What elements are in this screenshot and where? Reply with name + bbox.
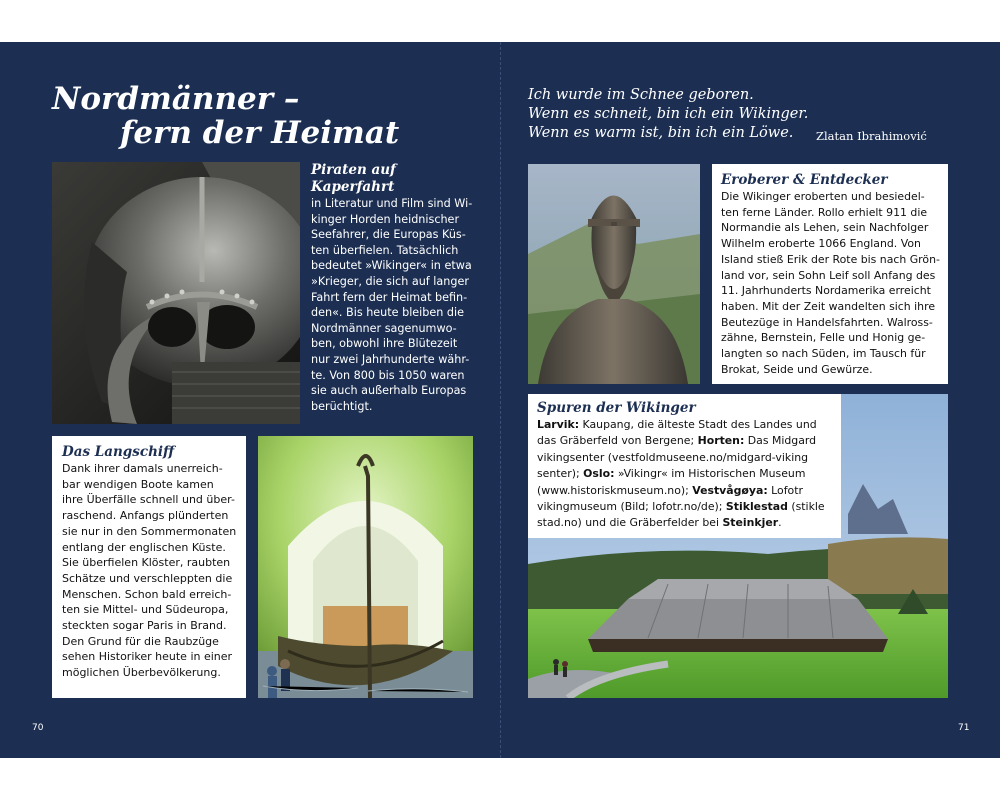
text-line: den«. Bis heute bleiben die	[311, 306, 465, 320]
text-line: haben. Mit der Zeit wandelten sich ihre	[721, 299, 936, 313]
text-line: sehen Historiker heute in einer	[62, 650, 233, 664]
text-line: ihre Überfälle schnell und über-	[62, 493, 235, 507]
text-line: berüchtigt.	[311, 399, 373, 413]
place-name: Steinkjer	[722, 516, 779, 530]
book-spread	[0, 42, 1000, 758]
longship-box	[52, 436, 246, 698]
conquerors-text	[721, 189, 939, 377]
text-line: Seefahrer, die Europas Küs-	[311, 228, 466, 242]
conquerors-box	[712, 164, 948, 384]
text-line: ben, obwohl ihre Blütezeit	[311, 337, 458, 351]
place-name: Larvik:	[537, 418, 580, 431]
text-line: sie auch außerhalb Europas	[311, 384, 467, 398]
text-line: ten sie Mittel- und Südeuropa,	[62, 603, 229, 617]
text-line: Die Wikinger eroberten und besiedel-	[721, 190, 925, 203]
longship-text	[62, 461, 236, 681]
text-line: 11. Jahrhunderts Nordamerika erreicht	[721, 284, 931, 298]
text-line	[537, 515, 832, 531]
text-line: Menschen. Schon bald erreich-	[62, 587, 232, 601]
text-line: Dank ihrer damals unerreich-	[62, 462, 223, 475]
page-title-line2: fern der Heimat	[120, 115, 400, 151]
text-line: Schätze und verschleppten die	[62, 571, 233, 585]
text-line	[537, 483, 832, 499]
traces-text	[537, 417, 832, 532]
text-line: sie nur in den Sommermonaten	[62, 524, 237, 538]
text-fragment: .	[778, 516, 782, 530]
page-gutter	[500, 42, 501, 758]
text-line: Nordmänner sagenumwo-	[311, 321, 457, 335]
helmet-photo	[52, 162, 300, 424]
text-line: ten überfielen. Tatsächlich	[311, 243, 459, 257]
text-line: bedeutet »Wikinger« in etwa	[311, 259, 472, 273]
quote-line: Wenn es schneit, bin ich ein Wikinger.	[528, 106, 809, 122]
text-line: Brokat, Seide und Gewürze.	[721, 362, 873, 376]
text-line: entlang der englischen Küste.	[62, 540, 226, 554]
text-line: langten so nach Süden, im Tausch für	[721, 347, 926, 361]
viking-statue-photo	[528, 164, 700, 384]
text-line: vikingsenter (vestfoldmuseene.no/midgard-viking	[537, 450, 809, 464]
text-fragment: Das Midgard	[744, 434, 817, 448]
text-line: Beutezüge in Handelsfahrten. Walross-	[721, 315, 933, 329]
text-line	[537, 499, 832, 515]
page-number-left: 70	[32, 723, 44, 733]
text-line: Island stieß Erik der Rote bis nach Grön-	[721, 252, 940, 266]
place-name: Oslo:	[583, 467, 615, 481]
text-line: zähne, Bernstein, Felle und Honig ge-	[721, 331, 926, 345]
text-line: Den Grund für die Raubzüge	[62, 634, 219, 648]
text-fragment: (www.historiskmuseum.no);	[537, 483, 693, 497]
traces-heading: Spuren der Wikinger	[537, 400, 696, 416]
conquerors-heading: Eroberer & Entdecker	[721, 172, 888, 188]
text-fragment: »Vikingr« im Historischen Museum	[614, 467, 806, 481]
quote-author: Zlatan Ibrahimović	[816, 129, 927, 143]
pirates-heading-line2: Kaperfahrt	[311, 179, 395, 195]
text-fragment: das Gräberfeld von Bergene;	[537, 434, 698, 448]
page-title-line1: Nordmänner –	[52, 81, 300, 117]
quote-line: Wenn es warm ist, bin ich ein Löwe.	[528, 125, 794, 141]
text-line: ten ferne Länder. Rollo erhielt 911 die	[721, 205, 928, 219]
place-name: Vestvågøya:	[692, 483, 768, 497]
text-line: Fahrt fern der Heimat befin-	[311, 290, 468, 304]
longship-heading: Das Langschiff	[62, 444, 175, 460]
place-name: Horten:	[697, 434, 745, 448]
text-line	[537, 417, 832, 433]
text-line: steckten sogar Paris in Brand.	[62, 619, 227, 633]
place-name: Stiklestad	[725, 500, 788, 514]
text-line	[537, 433, 832, 449]
text-fragment: vikingmuseum (Bild; lofotr.no/de);	[537, 500, 726, 514]
traces-box	[528, 394, 841, 538]
text-line: Normandie als Lehen, sein Nachfolger	[721, 221, 929, 235]
text-line: raschend. Anfangs plünderten	[62, 509, 229, 523]
text-fragment: Lofotr	[767, 483, 803, 497]
quote	[528, 86, 808, 143]
text-line: Sie überfielen Klöster, raubten	[62, 556, 231, 570]
text-fragment: senter);	[537, 467, 584, 481]
page-number-right: 71	[958, 723, 970, 733]
text-line: nur zwei Jahrhunderte währ-	[311, 352, 470, 366]
text-line: kinger Horden heidnischer	[311, 212, 460, 226]
text-line: land vor, sein Sohn Leif soll Anfang des	[721, 268, 936, 282]
text-fragment: (stikle	[787, 500, 825, 514]
text-line: in Literatur und Film sind Wi-	[311, 197, 473, 210]
viking-ship-photo	[258, 436, 473, 698]
text-line: Wilhelm eroberte 1066 England. Von	[721, 237, 921, 251]
text-line: te. Von 800 bis 1050 waren	[311, 368, 465, 382]
pirates-text	[311, 196, 475, 414]
pirates-section	[311, 162, 475, 414]
text-line	[537, 466, 832, 482]
text-line: möglichen Überbevölkerung.	[62, 666, 221, 680]
pirates-heading-line1: Piraten auf	[311, 162, 396, 178]
text-line: bar wendigen Boote kamen	[62, 477, 214, 491]
text-line: »Krieger, die sich auf langer	[311, 274, 469, 288]
quote-line: Ich wurde im Schnee geboren.	[528, 87, 754, 103]
text-fragment: Kaupang, die älteste Stadt des Landes und	[579, 418, 817, 431]
text-fragment: stad.no) und die Gräberfelder bei	[537, 516, 723, 530]
